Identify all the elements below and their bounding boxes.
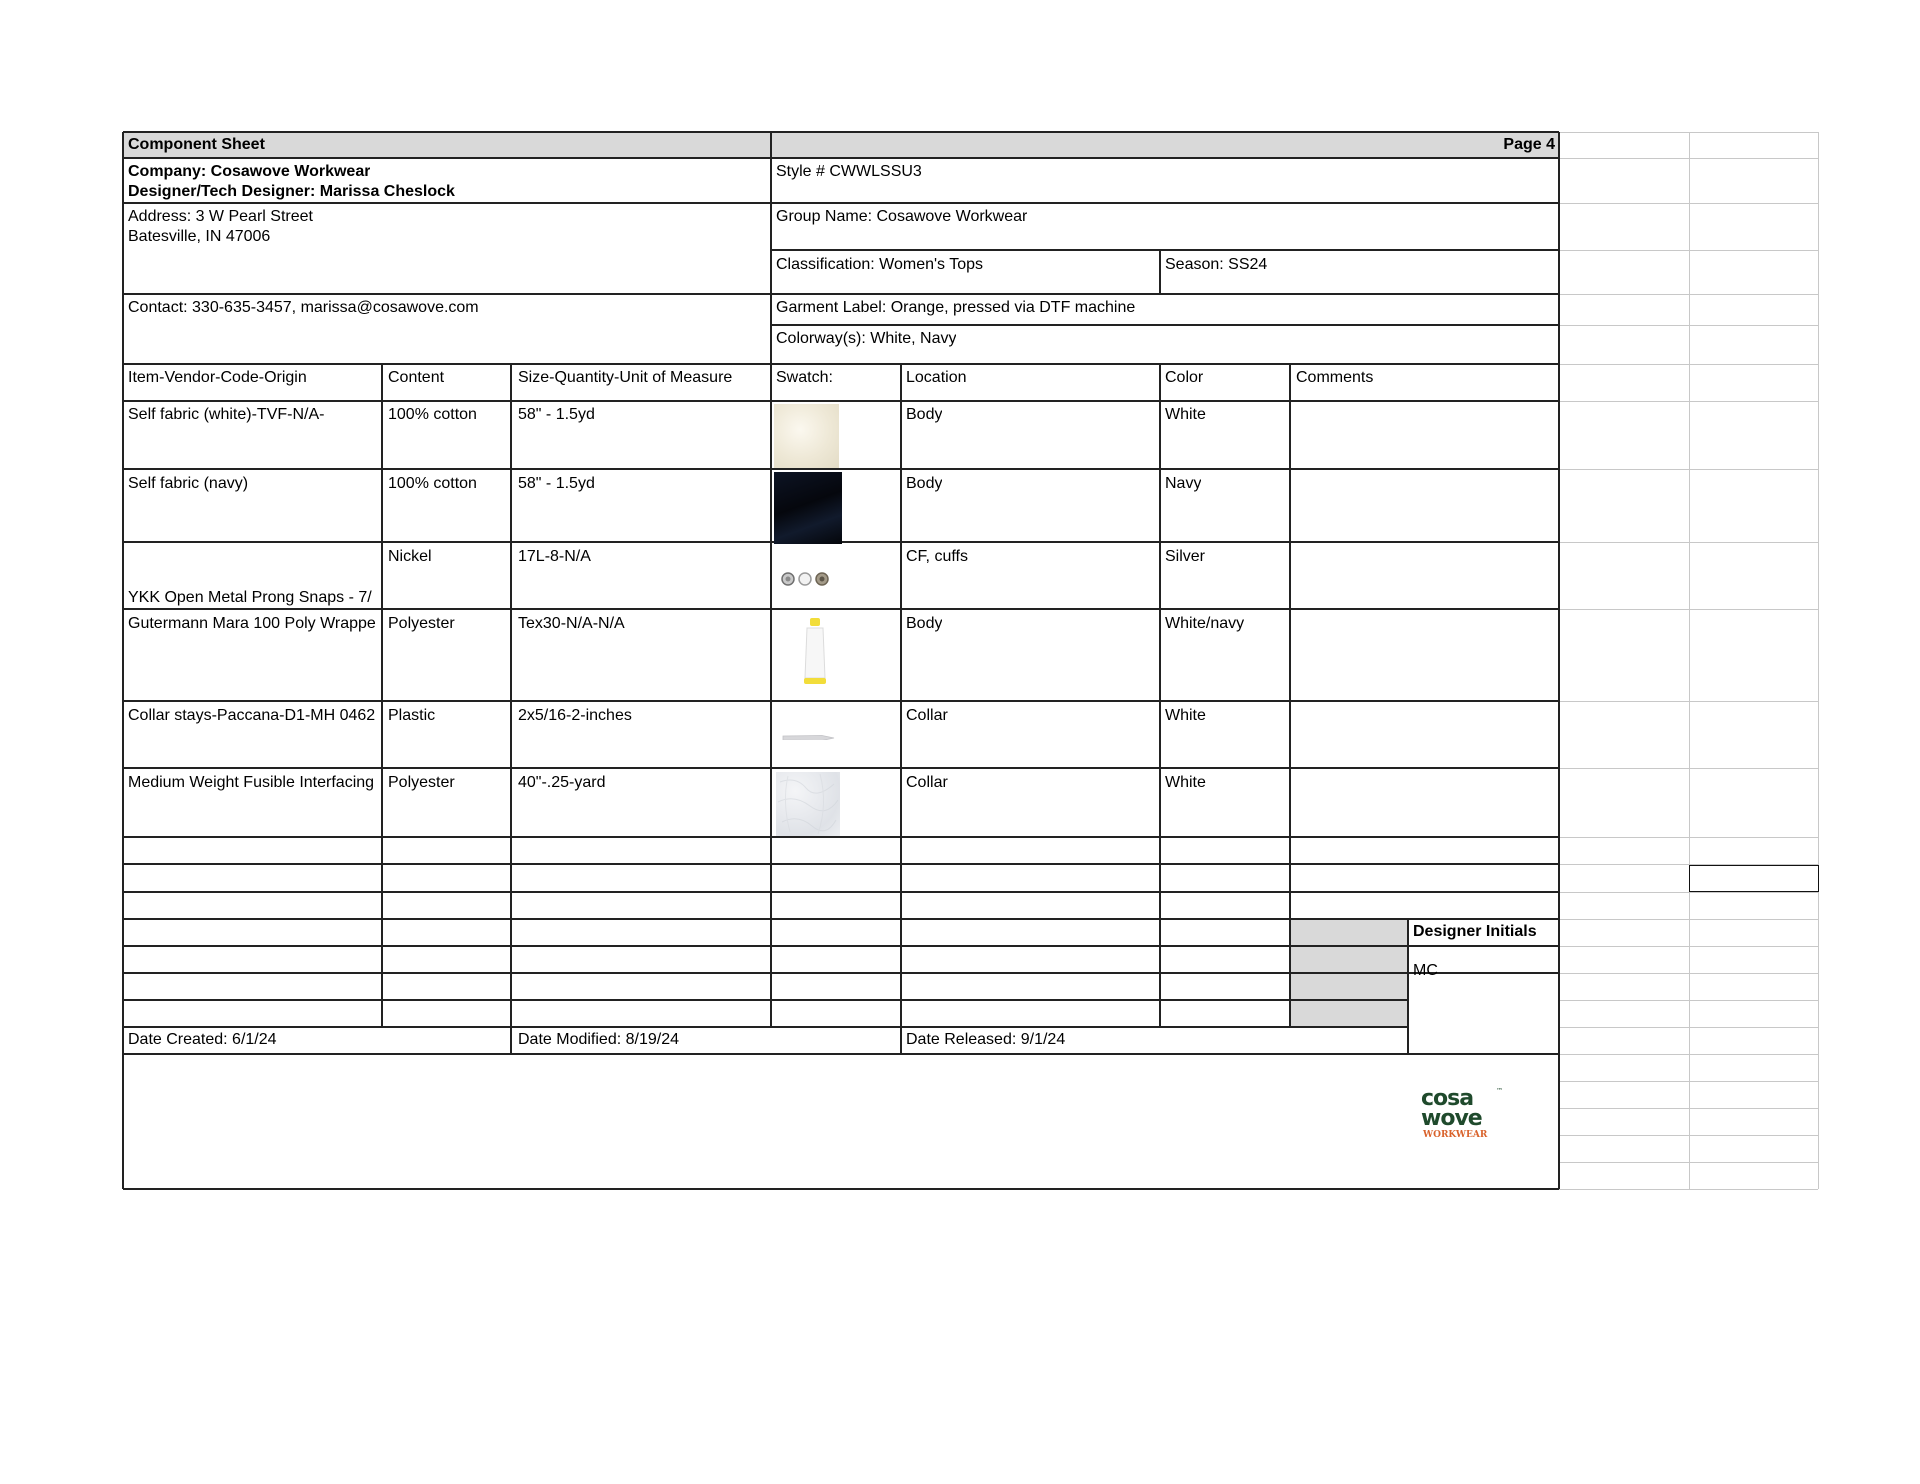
border-line — [123, 767, 1559, 769]
border-line — [123, 131, 1559, 133]
row-location: Collar — [906, 774, 948, 791]
grid-line — [1818, 132, 1819, 1189]
border-line — [123, 363, 1559, 365]
row-color: Navy — [1165, 475, 1202, 492]
garment-label: Garment Label: Orange, pressed via DTF machine — [776, 299, 1136, 316]
col-header-location: Location — [906, 369, 967, 386]
border-line — [900, 364, 902, 1027]
row-content: Polyester — [388, 774, 455, 791]
row-item: Gutermann Mara 100 Poly Wrappe — [128, 615, 376, 632]
row-item: YKK Open Metal Prong Snaps - 7/ — [128, 589, 372, 606]
row-item: Self fabric (white)-TVF-N/A- — [128, 406, 325, 423]
row-location: Collar — [906, 707, 948, 724]
designer-initials-value: MC — [1413, 962, 1438, 979]
row-color: White — [1165, 774, 1206, 791]
border-line — [123, 836, 1559, 838]
navy-fabric-swatch — [774, 472, 842, 544]
row-location: CF, cuffs — [906, 548, 968, 565]
row-location: Body — [906, 475, 943, 492]
designer-initials-label: Designer Initials — [1413, 923, 1537, 940]
row-size: 2x5/16-2-inches — [518, 707, 632, 724]
border-line — [771, 324, 1559, 326]
border-line — [122, 132, 124, 1189]
svg-text:WORKWEAR: WORKWEAR — [1423, 1130, 1488, 1140]
metal-snaps-swatch — [780, 570, 836, 588]
white-fabric-swatch — [774, 404, 839, 468]
title-bar-fill — [123, 132, 1559, 158]
border-line — [123, 863, 1559, 865]
svg-text:cosa: cosa — [1421, 1086, 1474, 1111]
row-item: Self fabric (navy) — [128, 475, 249, 492]
border-line — [771, 249, 1559, 251]
row-content: 100% cotton — [388, 475, 477, 492]
style-number: Style # CWWLSSU3 — [776, 163, 922, 180]
col-header-swatch: Swatch: — [776, 369, 833, 386]
designer-name: Designer/Tech Designer: Marissa Cheslock — [128, 183, 455, 200]
col-header-color: Color — [1165, 369, 1204, 386]
border-line — [381, 364, 383, 1027]
border-line — [123, 700, 1559, 702]
thread-spool-swatch — [798, 616, 832, 692]
border-line — [123, 972, 1559, 974]
col-header-comments: Comments — [1296, 369, 1374, 386]
border-line — [510, 364, 512, 1027]
row-content: Polyester — [388, 615, 455, 632]
row-size: 17L-8-N/A — [518, 548, 591, 565]
border-line — [510, 1027, 512, 1054]
row-color: White — [1165, 707, 1206, 724]
interfacing-swatch — [776, 772, 840, 836]
border-line — [123, 1188, 1559, 1190]
row-location: Body — [906, 406, 943, 423]
col-header-size: Size-Quantity-Unit of Measure — [518, 369, 733, 386]
season: Season: SS24 — [1165, 256, 1268, 273]
border-line — [123, 157, 1559, 159]
border-line — [123, 608, 1559, 610]
col-header-content: Content — [388, 369, 445, 386]
border-line — [123, 1053, 1559, 1055]
border-line — [123, 468, 1559, 470]
row-content: Plastic — [388, 707, 436, 724]
svg-text:™: ™ — [1496, 1087, 1503, 1095]
row-size: Tex30-N/A-N/A — [518, 615, 625, 632]
border-line — [123, 293, 1559, 295]
row-location: Body — [906, 615, 943, 632]
company-name: Company: Cosawove Workwear — [128, 163, 371, 180]
border-line — [1558, 132, 1560, 1189]
row-size: 58" - 1.5yd — [518, 406, 595, 423]
border-line — [1159, 250, 1161, 294]
date-released: Date Released: 9/1/24 — [906, 1031, 1066, 1048]
col-header-item: Item-Vendor-Code-Origin — [128, 369, 307, 386]
row-color: White/navy — [1165, 615, 1245, 632]
classification: Classification: Women's Tops — [776, 256, 983, 273]
collar-stay-swatch — [782, 730, 836, 740]
row-color: Silver — [1165, 548, 1206, 565]
border-line — [123, 918, 1559, 920]
row-size: 58" - 1.5yd — [518, 475, 595, 492]
date-created: Date Created: 6/1/24 — [128, 1031, 277, 1048]
page-number: Page 4 — [1503, 136, 1555, 153]
address-line2: Batesville, IN 47006 — [128, 228, 271, 245]
grid-line — [1559, 1189, 1818, 1190]
border-line — [1289, 364, 1291, 1027]
address-line1: Address: 3 W Pearl Street — [128, 208, 313, 225]
grid-line — [1689, 132, 1690, 1189]
sheet-title: Component Sheet — [128, 136, 265, 153]
date-modified: Date Modified: 8/19/24 — [518, 1031, 679, 1048]
border-line — [770, 132, 772, 364]
selected-cell[interactable] — [1689, 865, 1819, 892]
row-content: 100% cotton — [388, 406, 477, 423]
border-line — [123, 400, 1559, 402]
border-line — [123, 202, 1559, 204]
border-line — [123, 1026, 1408, 1028]
cosawove-logo — [1420, 1085, 1510, 1143]
row-item: Collar stays-Paccana-D1-MH 0462 — [128, 707, 376, 724]
border-line — [123, 999, 1408, 1001]
border-line — [1159, 364, 1161, 1027]
border-line — [1407, 919, 1409, 1054]
row-content: Nickel — [388, 548, 432, 565]
border-line — [770, 364, 772, 1027]
border-line — [123, 945, 1559, 947]
group-name: Group Name: Cosawove Workwear — [776, 208, 1028, 225]
border-line — [123, 891, 1559, 893]
border-line — [900, 1027, 902, 1054]
contact-info: Contact: 330-635-3457, marissa@cosawove.com — [128, 299, 479, 316]
row-size: 40"-.25-yard — [518, 774, 606, 791]
svg-text:wove: wove — [1421, 1106, 1482, 1131]
row-color: White — [1165, 406, 1206, 423]
row-item: Medium Weight Fusible Interfacing — [128, 774, 375, 791]
colorways: Colorway(s): White, Navy — [776, 330, 957, 347]
